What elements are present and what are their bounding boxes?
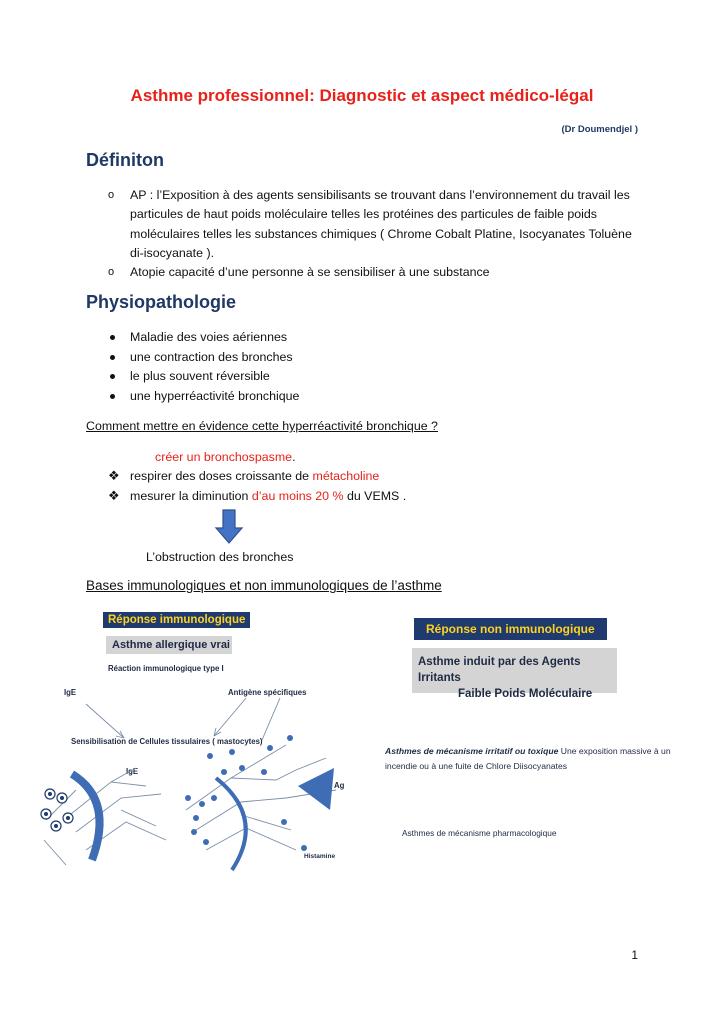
reaction-type-label: Réaction immunologique type I <box>108 664 224 673</box>
question-text: Comment mettre en évidence cette hyperréactivité bronchique ? <box>86 419 438 433</box>
list-item: une contraction des bronches <box>108 348 299 368</box>
irritant-agents-box <box>412 648 617 700</box>
irritative-mechanism-text: Asthmes de mécanisme irritatif ou toxique Une exposition massive à un incendie ou à une fuite de Chlore Diisocyanates <box>385 746 671 771</box>
bullet-icon <box>110 335 115 340</box>
list-item: ❖ respirer des doses croissante de métacholine <box>108 467 406 487</box>
ige-label-2: IgE <box>126 767 139 776</box>
circle-bullet-icon: o <box>108 266 115 279</box>
immunological-figure <box>36 690 366 875</box>
diamond-bullet-icon: ❖ <box>108 468 120 483</box>
physiopathology-list <box>108 328 299 406</box>
immunological-header: Réponse immunologique <box>103 612 250 628</box>
non-immunological-header: Réponse non immunologique <box>414 618 607 640</box>
definition-line: particules de haut poids moléculaire telles les protéines des particules de faible poids <box>130 207 597 222</box>
bullet-icon <box>110 374 115 379</box>
definition-line: AP : l’Exposition à des agents sensibilisants se trouvant dans l’environnement du travail les <box>130 188 630 202</box>
down-arrow-icon <box>214 509 244 545</box>
method-list <box>108 467 406 507</box>
pharmacological-mechanism: Asthmes de mécanisme pharmacologique <box>402 828 557 838</box>
definition-item <box>108 186 648 263</box>
page-number: 1 <box>631 948 638 962</box>
bases-heading: Bases immunologiques et non immunologiques de l’asthme <box>86 578 442 593</box>
author: (Dr Doumendjel ) <box>561 124 638 135</box>
result-text: L’obstruction des bronches <box>146 550 294 564</box>
irritant-line-1: Asthme induit par des Agents Irritants <box>418 656 581 684</box>
definition-line: Atopie capacité d’une personne à se sensibiliser à une substance <box>130 265 490 280</box>
diamond-bullet-icon: ❖ <box>108 488 120 503</box>
circle-bullet-icon: o <box>108 189 115 201</box>
document-title: Asthme professionnel: Diagnostic et aspect médico-légal <box>130 86 594 105</box>
list-item: Maladie des voies aériennes <box>108 328 299 348</box>
allergic-asthma-box: Asthme allergique vrai <box>106 636 232 654</box>
irritant-line-2: Faible Poids Moléculaire <box>458 688 593 700</box>
definition-heading: Définiton <box>86 150 164 170</box>
antigen-label: Antigène spécifiques <box>228 688 307 697</box>
antigen-ag-label: Ag <box>334 781 345 790</box>
bronchospasm-line: créer un bronchospasme. <box>155 450 296 464</box>
definition-line: moléculaires telles les substances chimiques ( Chrome Cobalt Platine, Isocyanates Toluène <box>130 226 632 241</box>
bullet-icon <box>110 394 115 399</box>
list-item: le plus souvent réversible <box>108 367 299 387</box>
ige-label: IgE <box>64 688 77 697</box>
list-item: une hyperréactivité bronchique <box>108 387 299 407</box>
physiopathology-heading: Physiopathologie <box>86 292 237 312</box>
list-item: ❖ mesurer la diminution d’au moins 20 % du VEMS . <box>108 487 406 507</box>
definition-line: di-isocyanate ). <box>130 245 215 260</box>
definition-item <box>108 263 648 282</box>
definition-list <box>108 186 648 282</box>
bullet-icon <box>110 355 115 360</box>
histamine-label: Histamine <box>304 853 336 860</box>
sensitization-label: Sensibilisation de Cellules tissulaires ( mastocytes) <box>71 737 263 746</box>
